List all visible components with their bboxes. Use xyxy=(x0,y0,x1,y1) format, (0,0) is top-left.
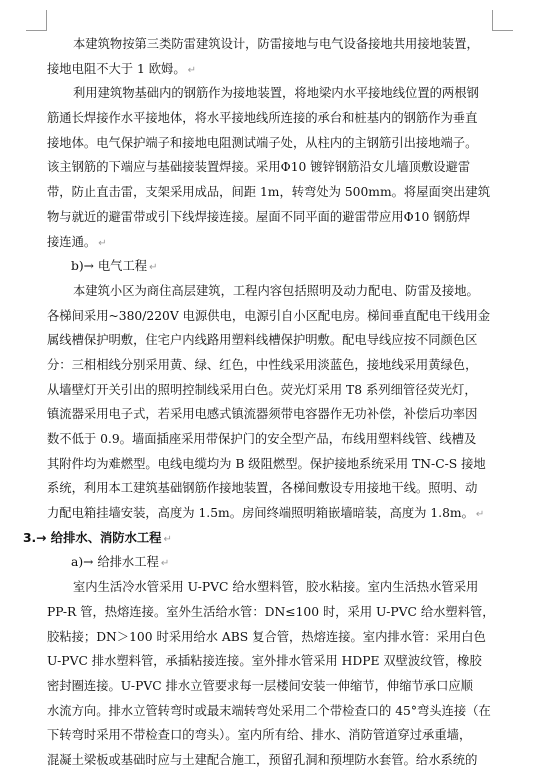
text-line xyxy=(47,378,493,403)
line-text: 混凝土梁板或基础时应与土建配合施工，预留孔洞和预埋防水套管。给水系统的 xyxy=(47,752,478,767)
text-line xyxy=(47,501,493,526)
line-text: 带，防止直击雷，支架采用成品，间距 1m，转弯处为 500mm。将屋面突出建筑 xyxy=(47,185,491,200)
line-text: 水流方向。排水立管转弯时或最末端转弯处采用二个带检查口的 45°弯头连接（在 xyxy=(47,703,491,718)
paragraph-mark-icon: ↵ xyxy=(98,237,107,249)
text-line xyxy=(47,155,493,180)
text-line xyxy=(47,180,493,205)
section-heading xyxy=(23,526,493,551)
line-text: b)→ 电气工程 xyxy=(71,259,148,274)
text-line xyxy=(47,550,493,575)
text-line xyxy=(47,699,493,724)
text-line xyxy=(47,649,493,674)
paragraph-mark-icon: ↵ xyxy=(163,533,172,545)
paragraph-mark-icon: ↵ xyxy=(149,262,158,274)
text-line xyxy=(47,32,493,57)
line-text: 系统，利用本工建筑基础钢筋作接地装置，各梯间敷设专用接地干线。照明、动 xyxy=(47,481,478,496)
text-line xyxy=(47,476,493,501)
document-body xyxy=(23,32,495,773)
line-text: 从墙壁灯开关引出的照明控制线采用白色。荧光灯采用 T8 系列细管径荧光灯， xyxy=(47,382,477,397)
line-text: 力配电箱挂墙安装，高度为 1.5m。房间终端照明箱嵌墙暗装，高度为 1.8m。 xyxy=(47,506,474,521)
text-line xyxy=(47,328,493,353)
line-text: 下转弯时采用不带检查口的弯头）。室内所有给、排水、消防管道穿过承重墙， xyxy=(47,728,472,743)
line-text: 本建筑物按第三类防雷建筑设计，防雷接地与电气设备接地共用接地装置， xyxy=(73,37,479,51)
line-text: 属线槽保护明敷，住宅户内线路用塑料线槽保护明敷。配电导线应按不同颜色区 xyxy=(47,333,478,348)
line-text: 其附件均为难燃型。电线电缆均为 B 级阻燃型。保护接地系统采用 TN-C-S 接地 xyxy=(47,456,486,471)
line-text: U-PVC 排水塑料管，承插粘接连接。室外排水管采用 HDPE 双壁波纹管，橡胶 xyxy=(47,654,482,669)
text-line xyxy=(47,81,493,106)
text-line xyxy=(47,131,493,156)
paragraph-mark-icon: ↵ xyxy=(160,558,170,570)
text-line xyxy=(47,625,493,650)
text-line xyxy=(47,452,493,477)
text-line xyxy=(47,304,493,329)
text-line xyxy=(47,205,493,230)
text-line xyxy=(47,723,493,748)
text-line xyxy=(47,353,493,378)
line-text: a)→ 给排水工程 xyxy=(71,555,159,570)
line-text: 镇流器采用电子式，若采用电感式镇流器须带电容器作无功补偿，补偿后功率因 xyxy=(47,407,478,422)
line-text: PP-R 管，热熔连接。室外生活给水管：DN≤100 时，采用 U-PVC 给水塑料管， xyxy=(47,604,495,619)
corner-crop-mark-top-left xyxy=(26,10,47,31)
line-text: 数不低于 0.9。墙面插座采用带保护门的安全型产品，布线用塑料线管、线槽及 xyxy=(47,432,477,446)
line-text: 3.→ 给排水、消防水工程 xyxy=(23,530,162,545)
text-line xyxy=(47,674,493,699)
text-line xyxy=(47,254,493,279)
text-line xyxy=(47,748,493,773)
paragraph-mark-icon: ↵ xyxy=(187,64,197,76)
line-text: 该主钢筋的下端应与基础接装置焊接。采用Φ10 镀锌钢筋沿女儿墙顶敷设避雷 xyxy=(47,160,471,175)
line-text: 利用建筑物基础内的钢筋作为接地装置，将地梁内水平接地线位置的两根钢 xyxy=(73,86,479,101)
corner-crop-mark-top-right xyxy=(492,10,513,31)
text-line xyxy=(47,279,493,304)
text-line xyxy=(47,575,493,600)
line-text: 室内生活冷水管采用 U-PVC 给水塑料管，胶水粘接。室内生活热水管采用 xyxy=(73,580,479,595)
line-text: 本建筑小区为商住高层建筑，工程内容包括照明及动力配电、防雷及接地。 xyxy=(73,283,479,298)
line-text: 接连通。 xyxy=(47,234,97,249)
text-line xyxy=(47,600,493,625)
line-text: 接地体。电气保护端子和接地电阻测试端子处，从柱内的主钢筋引出接地端子。 xyxy=(47,135,478,150)
line-text: 胶粘接；DN＞100 时采用给水 ABS 复合管，热熔连接。室内排水管：采用白色 xyxy=(47,629,486,644)
line-text: 分：三相相线分别采用黄、绿、红色，中性线采用淡蓝色，接地线采用黄绿色， xyxy=(47,357,478,372)
text-line xyxy=(47,230,493,255)
line-text: 接地电阻不大于 1 欧姆。 xyxy=(47,61,186,76)
paragraph-mark-icon: ↵ xyxy=(475,509,485,521)
line-text: 筋通长焊接作水平接地体，将水平接地线所连接的承台和桩基内的钢筋作为垂直 xyxy=(47,111,478,126)
text-line xyxy=(47,427,493,452)
text-line xyxy=(47,57,493,82)
line-text: 各梯间采用~380/220V 电源供电，电源引自小区配电房。梯间垂直配电干线用金 xyxy=(47,308,491,323)
text-line xyxy=(47,106,493,131)
text-line xyxy=(47,402,493,427)
line-text: 物与就近的避雷带或引下线焊接连接。屋面不同平面的避雷带应用Φ10 钢筋焊 xyxy=(47,209,471,224)
line-text: 密封圈连接。U-PVC 排水立管要求每一层楼间安装一伸缩节，伸缩节承口应顺 xyxy=(47,678,473,693)
